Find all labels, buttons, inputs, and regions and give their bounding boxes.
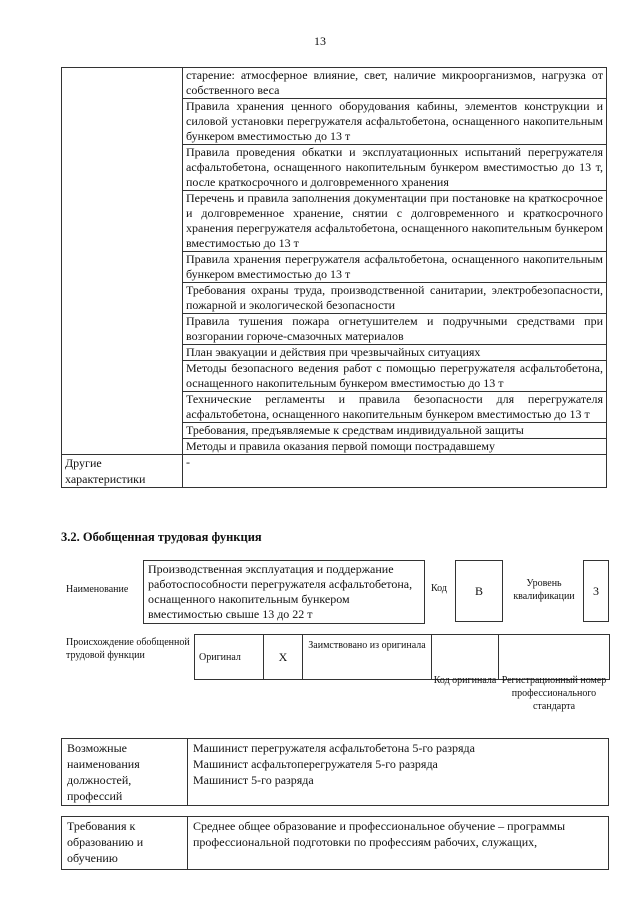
knowledge-item: Требования охраны труда, производственной санитарии, электробезопасности, пожарной и экологической безопасности [183, 283, 607, 314]
positions-label: Возможные наименования должностей, профессий [62, 739, 188, 806]
code-label: Код [431, 583, 447, 594]
knowledge-table [61, 67, 607, 488]
education-value: Среднее общее образование и профессиональное обучение – программы профессиональной подготовки по профессиям рабочих, служащих, [188, 817, 609, 870]
other-characteristics-row [62, 455, 607, 488]
registration-number-caption: Регистрационный номер профессионального стандарта [501, 675, 607, 712]
position-item: Машинист 5-го разряда [193, 773, 314, 787]
position-item: Машинист асфальтоперегружателя 5-го разряда [193, 757, 438, 771]
original-code-cell [432, 635, 499, 680]
knowledge-item: Перечень и правила заполнения документации при постановке на краткосрочное и долговременное хранение, снятии с долговременного и краткосрочного хранения перегружателя асфальтобетона, оснащенного накопительным бункером вместимостью до 13 т [183, 191, 607, 252]
knowledge-item: Правила проведения обкатки и эксплуатационных испытаний перегружателя асфальтобетона, оснащенного накопительным бункером вместимостью до 13 т, после краткосрочного и долговременного хранения [183, 145, 607, 191]
positions-table [61, 738, 609, 806]
original-mark: Х [264, 635, 303, 680]
other-characteristics-label: Другие характеристики [62, 455, 183, 488]
knowledge-item: План эвакуации и действия при чрезвычайных ситуациях [183, 345, 607, 361]
knowledge-item: старение: атмосферное влияние, свет, наличие микроорганизмов, нагрузка от собственного веса [183, 68, 607, 99]
borrowed-label: Заимствовано из оригинала [303, 635, 432, 680]
knowledge-row [62, 68, 607, 99]
knowledge-item: Правила хранения перегружателя асфальтобетона, оснащенного накопительным бункером вместимостью до 13 т [183, 252, 607, 283]
knowledge-item: Правила хранения ценного оборудования кабины, элементов конструкции и силовой установки перегружателя асфальтобетона, оснащенного накопительным бункером вместимостью до 13 т [183, 99, 607, 145]
original-code-caption: Код оригинала [433, 675, 497, 686]
origin-label: Происхождение обобщенной трудовой функции [66, 637, 190, 661]
positions-list [188, 739, 609, 806]
original-label: Оригинал [195, 635, 264, 680]
knowledge-item: Методы и правила оказания первой помощи пострадавшему [183, 439, 607, 455]
knowledge-label-cell [62, 68, 183, 455]
qualification-level-label: Уровень квалификации [513, 578, 575, 602]
function-name-box: Производственная эксплуатация и поддержание работоспособности перегружателя асфальтобетона, оснащенного накопительным бункером вместимостью свыше 13 до 22 т [143, 560, 425, 624]
education-label: Требования к образованию и обучению [62, 817, 188, 870]
knowledge-item: Технические регламенты и правила безопасности для перегружателя асфальтобетона, оснащенного накопительным бункером вместимостью до 13 т [183, 392, 607, 423]
name-label: Наименование [66, 584, 129, 595]
other-characteristics-value: - [183, 455, 607, 488]
code-value-box: В [455, 560, 503, 622]
section-title: 3.2. Обобщенная трудовая функция [61, 530, 262, 544]
qualification-level-box: 3 [583, 560, 609, 622]
knowledge-item: Методы безопасного ведения работ с помощью перегружателя асфальтобетона, оснащенного накопительным бункером вместимостью до 13 т [183, 361, 607, 392]
registration-number-cell [499, 635, 610, 680]
position-item: Машинист перегружателя асфальтобетона 5-го разряда [193, 741, 475, 755]
knowledge-item: Требования, предъявляемые к средствам индивидуальной защиты [183, 423, 607, 439]
page-number: 13 [314, 34, 326, 48]
education-table [61, 816, 609, 870]
knowledge-item: Правила тушения пожара огнетушителем и подручными средствами при возгорании горюче-смазочных материалов [183, 314, 607, 345]
